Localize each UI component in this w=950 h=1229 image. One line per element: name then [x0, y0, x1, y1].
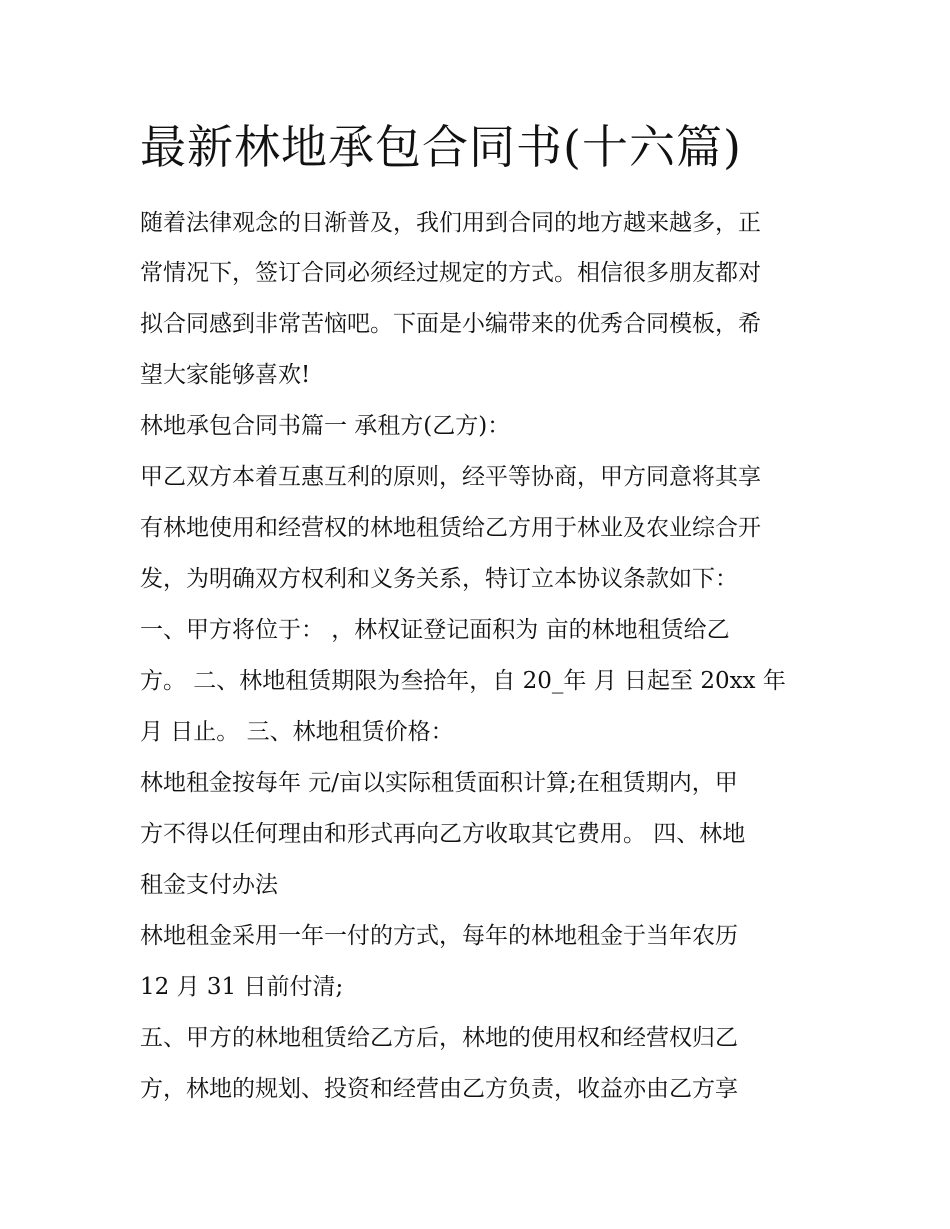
body-line: 发，为明确双方权利和义务关系，特订立本协议条款如下：: [140, 566, 738, 592]
body-line: 随着法律观念的日渐普及，我们用到合同的地方越来越多，正: [140, 210, 761, 236]
clause-line: 方，林地的规划、投资和经营由乙方负责，收益亦由乙方享: [140, 1076, 738, 1102]
body-line: 拟合同感到非常苦恼吧。下面是小编带来的优秀合同模板，希: [140, 311, 761, 337]
clause-line: 租金支付办法: [140, 872, 278, 898]
clause-line: 一、甲方将位于： ，林权证登记面积为 亩的林地租赁给乙: [140, 617, 730, 643]
clause-line: 林地租金按每年 元/亩以实际租赁面积计算;在租赁期内，甲: [140, 770, 738, 796]
clause-line: 五、甲方的林地租赁给乙方后，林地的使用权和经营权归乙: [140, 1025, 738, 1051]
section-heading: 林地承包合同书篇一 承租方(乙方)：: [140, 413, 511, 439]
body-line: 常情况下，签订合同必须经过规定的方式。相信很多朋友都对: [140, 260, 761, 286]
clause-line: 月 日止。 三、林地租赁价格：: [140, 719, 454, 745]
body-line: 有林地使用和经营权的林地租赁给乙方用于林业及农业综合开: [140, 515, 761, 541]
clause-line: 方不得以任何理由和形式再向乙方收取其它费用。 四、林地: [140, 821, 746, 847]
clause-line: 方。 二、林地租赁期限为叁拾年，自 20_年 月 日起至 20xx 年: [140, 668, 786, 694]
body-line: 望大家能够喜欢!: [140, 362, 311, 388]
body-line: 甲乙双方本着互惠互利的原则，经平等协商，甲方同意将其享: [140, 464, 761, 490]
document-title: 最新林地承包合同书(十六篇): [140, 120, 742, 174]
clause-line: 林地租金采用一年一付的方式，每年的林地租金于当年农历: [140, 923, 738, 949]
clause-line: 12 月 31 日前付清;: [140, 974, 344, 1000]
